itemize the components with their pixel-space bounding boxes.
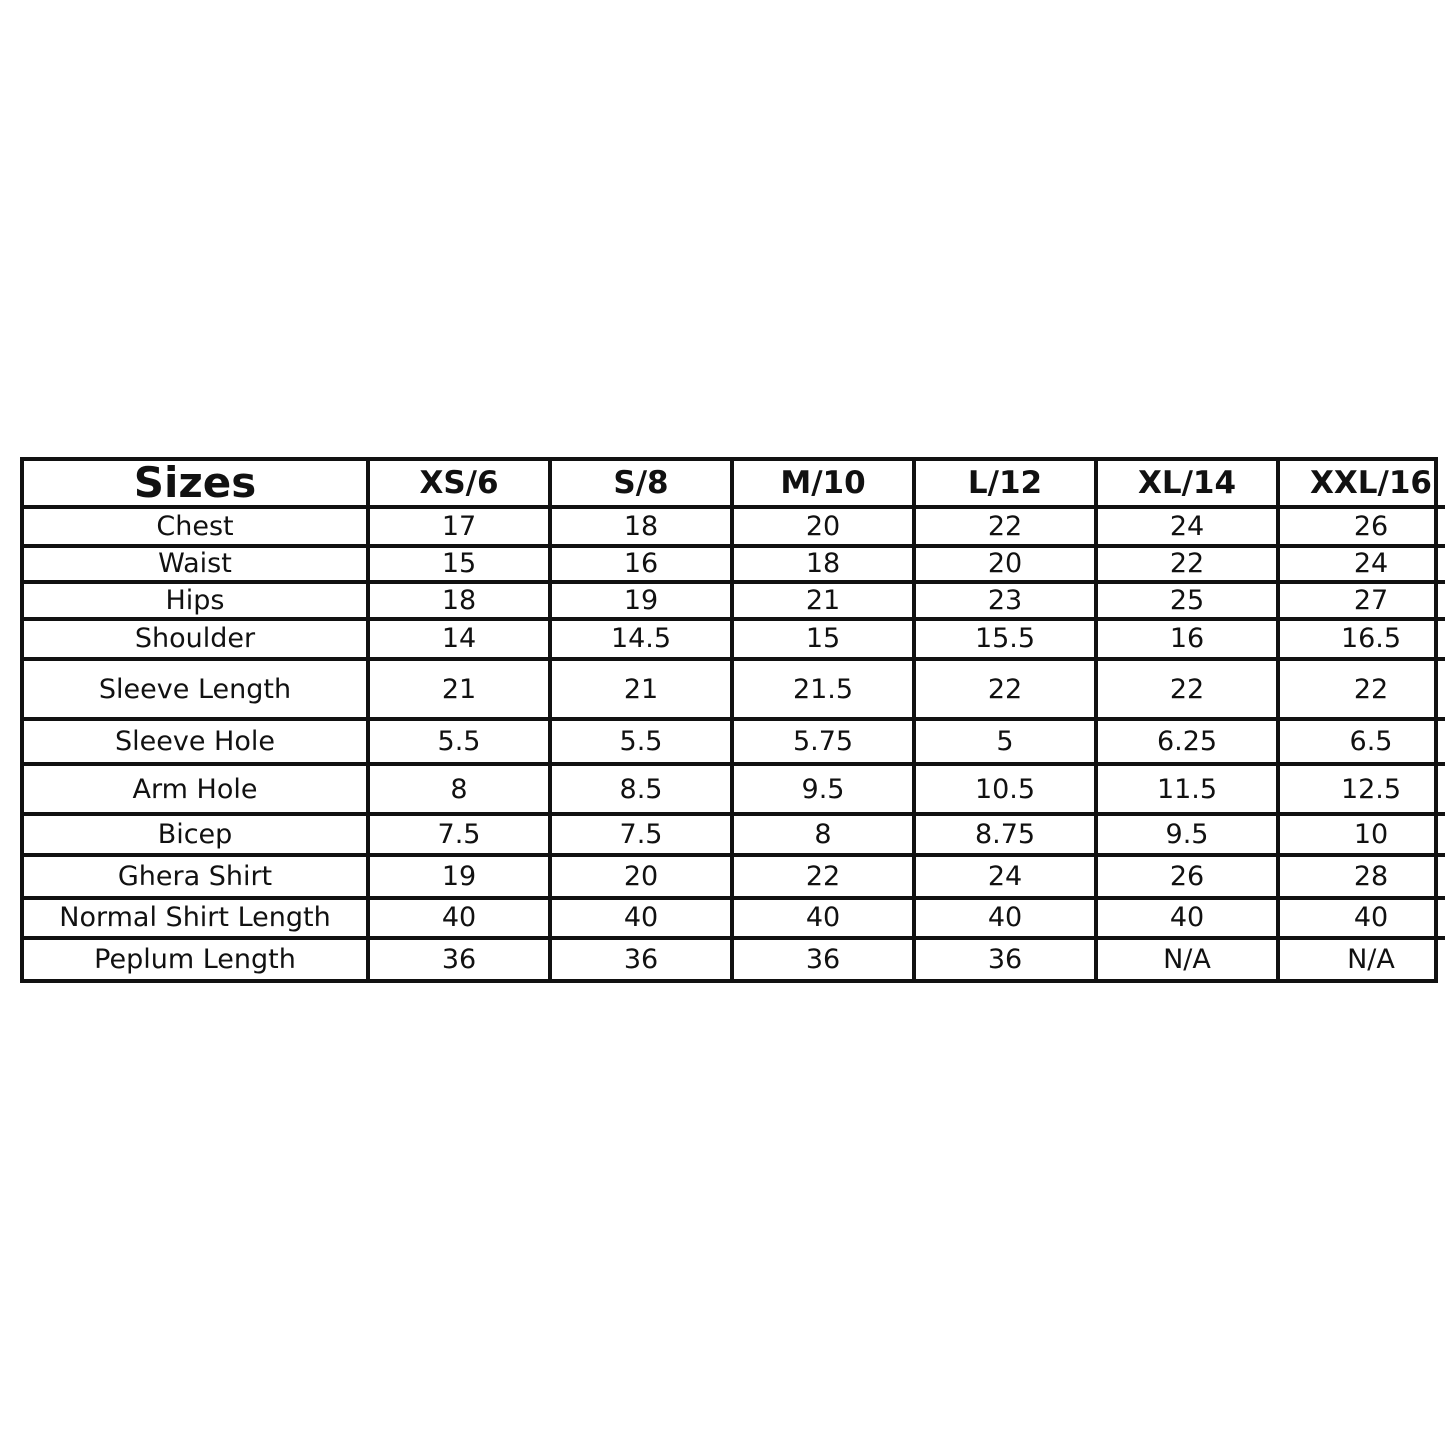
- table-cell: 36: [552, 940, 734, 979]
- table-cell: 24: [1280, 548, 1445, 584]
- table-cell: 21: [734, 584, 916, 620]
- table-cell: 22: [916, 661, 1098, 721]
- table-cell: 14: [370, 621, 552, 662]
- table-cell: 10: [1280, 816, 1445, 857]
- table-cell: 40: [734, 900, 916, 941]
- size-header-m: M/10: [734, 461, 916, 509]
- size-header-xl: XL/14: [1098, 461, 1280, 509]
- table-cell: 40: [1280, 900, 1445, 941]
- table-cell: N/A: [1347, 944, 1395, 976]
- table-cell: 23: [916, 584, 1098, 620]
- table-cell: 17: [370, 509, 552, 548]
- size-header-l: L/12: [916, 461, 1098, 509]
- table-row: [24, 661, 1445, 721]
- table-cell: 5.75: [734, 721, 916, 766]
- table-cell: 19: [552, 584, 734, 620]
- size-table: [24, 461, 1445, 979]
- table-cell: 24: [1098, 509, 1280, 548]
- row-label: Hips: [24, 584, 370, 620]
- table-cell: 8: [734, 816, 916, 857]
- row-label: Normal Shirt Length: [24, 900, 370, 941]
- table-cell: 21: [370, 661, 552, 721]
- table-cell: 5: [916, 721, 1098, 766]
- table-cell: 16.5: [1280, 621, 1445, 662]
- table-cell: 36: [370, 940, 552, 979]
- table-cell: N/A: [1098, 940, 1280, 979]
- size-chart-table: [20, 457, 1438, 983]
- table-cell: 40: [552, 900, 734, 941]
- header-row: [24, 461, 1445, 509]
- table-cell: 28: [1280, 857, 1445, 900]
- row-label: Arm Hole: [24, 766, 370, 815]
- table-cell: 5.5: [370, 721, 552, 766]
- table-row: [24, 509, 1445, 548]
- table-cell: 25: [1098, 584, 1280, 620]
- table-cell: 16: [552, 548, 734, 584]
- table-cell: 20: [916, 548, 1098, 584]
- table-cell: 19: [370, 857, 552, 900]
- table-cell: 12.5: [1280, 766, 1445, 815]
- table-cell: 20: [734, 509, 916, 548]
- table-cell: 27: [1280, 584, 1445, 620]
- table-cell: 8.5: [552, 766, 734, 815]
- table-cell: 24: [916, 857, 1098, 900]
- table-row: [24, 766, 1445, 815]
- table-cell: 40: [916, 900, 1098, 941]
- table-row: [24, 940, 1445, 979]
- table-cell: 15: [734, 621, 916, 662]
- table-row: [24, 816, 1445, 857]
- row-label: Ghera Shirt: [24, 857, 370, 900]
- table-row: [24, 857, 1445, 900]
- row-label: Waist: [24, 548, 370, 584]
- row-label: Peplum Length: [24, 940, 370, 979]
- table-cell: 6.5: [1280, 721, 1445, 766]
- table-cell: 7.5: [552, 816, 734, 857]
- size-header-xs: XS/6: [370, 461, 552, 509]
- row-label: Sleeve Hole: [24, 721, 370, 766]
- table-cell: 18: [734, 548, 916, 584]
- table-row: [24, 584, 1445, 620]
- table-cell: 18: [370, 584, 552, 620]
- table-cell: 21: [552, 661, 734, 721]
- table-cell: 26: [1098, 857, 1280, 900]
- size-header-xxl: XXL/16: [1280, 461, 1445, 509]
- table-cell: 18: [552, 509, 734, 548]
- table-cell: 22: [1098, 661, 1280, 721]
- row-label: Sleeve Length: [24, 661, 370, 721]
- table-cell: 15.5: [916, 621, 1098, 662]
- table-row: [24, 621, 1445, 662]
- table-row: [24, 900, 1445, 941]
- table-cell: 15: [370, 548, 552, 584]
- row-label: Bicep: [24, 816, 370, 857]
- table-cell: 16: [1098, 621, 1280, 662]
- table-cell: 26: [1280, 509, 1445, 548]
- table-cell: 22: [734, 857, 916, 900]
- size-header-s: S/8: [552, 461, 734, 509]
- table-cell: 9.5: [1098, 816, 1280, 857]
- table-row: [24, 548, 1445, 584]
- table-cell: 14.5: [552, 621, 734, 662]
- table-cell: 21.5: [734, 661, 916, 721]
- row-label: Chest: [24, 509, 370, 548]
- table-cell: 10.5: [916, 766, 1098, 815]
- table-cell: 8: [370, 766, 552, 815]
- table-cell: 36: [916, 940, 1098, 979]
- table-cell: 5.5: [552, 721, 734, 766]
- table-cell: 40: [1098, 900, 1280, 941]
- table-row: [24, 721, 1445, 766]
- table-cell: 8.75: [916, 816, 1098, 857]
- table-cell: 9.5: [734, 766, 916, 815]
- table-cell: 6.25: [1098, 721, 1280, 766]
- table-cell: 22: [1280, 661, 1445, 721]
- table-cell: 22: [916, 509, 1098, 548]
- row-label: Shoulder: [24, 621, 370, 662]
- table-cell: 40: [370, 900, 552, 941]
- sizes-header: Sizes: [24, 461, 370, 509]
- table-cell: 11.5: [1098, 766, 1280, 815]
- table-cell: 36: [734, 940, 916, 979]
- table-cell: 22: [1098, 548, 1280, 584]
- table-cell: 20: [552, 857, 734, 900]
- table-cell: 7.5: [370, 816, 552, 857]
